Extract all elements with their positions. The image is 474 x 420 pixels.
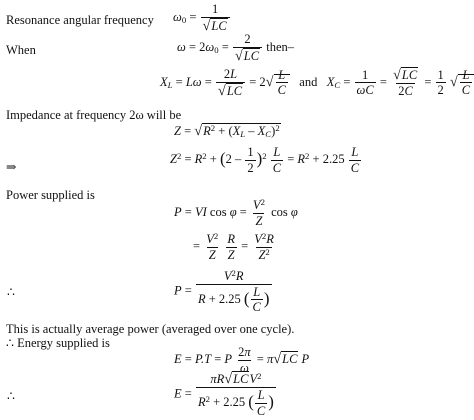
equation-reactances: $X_L = L\omega$ = $\frac{2L}{√LC}$ = 2√ $\frac{L}{C}$ and $X_C$ = $\frac{1}{\omega C}$ = $\frac{√LC}{2C}$ = $\frac{1}{2}$ √ $\frac{L}{C}$ bbox=[160, 68, 474, 98]
equation-z-squared: $Z^2 = R^2 + (2$ – $\frac{1}{2}$ )$^2$ $\frac{L}{C}$ = $R^2 + 2.25$ $\frac{L}{C}$ bbox=[170, 145, 360, 175]
energy-label: ∴ Energy supplied is bbox=[6, 336, 110, 350]
equation-energy: E = P.T = P $\frac{2\pi}{\omega}$ = π√LC P bbox=[174, 345, 310, 375]
power-label: Power supplied is bbox=[6, 188, 95, 202]
then-word: then– bbox=[266, 39, 294, 54]
implies-symbol: ⇒ bbox=[6, 160, 17, 174]
therefore-symbol-2: ∴ bbox=[7, 389, 15, 403]
therefore-symbol-1: ∴ bbox=[7, 285, 15, 299]
when-label: When bbox=[6, 43, 36, 57]
equation-omega: $\omega = 2\omega_0$ = $\frac{2}{√LC}$ then– bbox=[177, 32, 294, 64]
equation-impedance: $Z = √R^2 + (X_L - X_C)^2$ bbox=[174, 123, 280, 140]
equation-power: P = VI cos φ = $\frac{V^2}{Z}$ cos φ bbox=[174, 197, 298, 228]
impedance-label: Impedance at frequency 2ω will be bbox=[6, 108, 182, 122]
and-word: and bbox=[299, 74, 318, 89]
resonance-label: Resonance angular frequency bbox=[6, 13, 154, 27]
equation-resonance: $\omega_0$ = $\frac{1}{√LC}$ bbox=[173, 3, 231, 33]
equation-energy-final: E = πR√LCV$^2$ $R^2 + 2.25$ ( $\frac{L}{C}$ ) bbox=[174, 371, 274, 418]
average-power-note: This is actually average power (averaged over one cycle). bbox=[6, 322, 295, 336]
equation-power-final: P = $V^2R$ R + 2.25 ( $\frac{L}{C}$ ) bbox=[174, 268, 270, 314]
equation-power-expanded: = $\frac{V^2}{Z}$ $\frac{R}{Z}$ = $\frac{V^2R}{Z^2}$ bbox=[193, 231, 274, 262]
